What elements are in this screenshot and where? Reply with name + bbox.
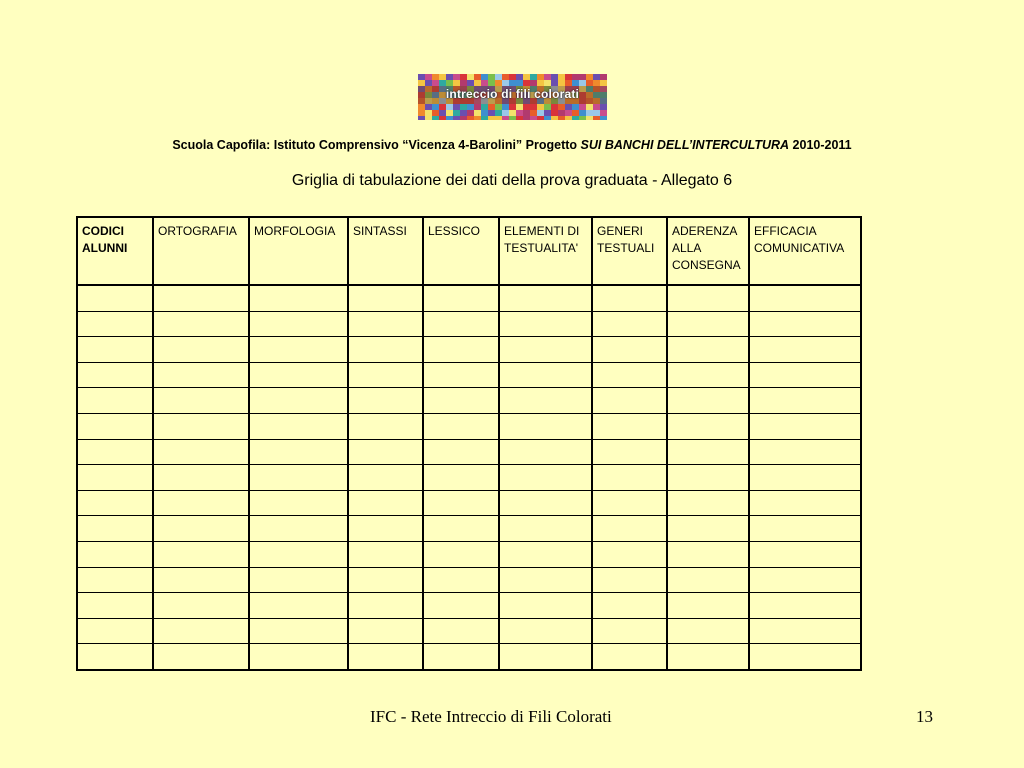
table-cell[interactable] [153, 439, 249, 465]
table-cell[interactable] [592, 311, 667, 337]
table-cell[interactable] [348, 285, 423, 311]
table-cell[interactable] [348, 516, 423, 542]
table-cell[interactable] [348, 388, 423, 414]
table-cell[interactable] [592, 337, 667, 363]
table-cell[interactable] [499, 593, 592, 619]
table-cell[interactable] [667, 439, 749, 465]
table-cell[interactable] [749, 337, 861, 363]
header-elementi-testualita: ELEMENTI DI TESTUALITA' [499, 217, 592, 285]
table-cell[interactable] [249, 311, 348, 337]
subtitle-year: 2010-2011 [789, 138, 852, 152]
table-cell[interactable] [77, 541, 153, 567]
table-cell[interactable] [77, 516, 153, 542]
table-cell[interactable] [348, 362, 423, 388]
table-cell[interactable] [749, 413, 861, 439]
table-cell[interactable] [592, 516, 667, 542]
table-cell[interactable] [667, 311, 749, 337]
table-row [77, 490, 861, 516]
table-cell[interactable] [348, 618, 423, 644]
table-cell[interactable] [249, 644, 348, 670]
table-cell[interactable] [499, 567, 592, 593]
table-cell[interactable] [667, 490, 749, 516]
table-cell[interactable] [423, 644, 499, 670]
table-cell[interactable] [749, 439, 861, 465]
table-row [77, 644, 861, 670]
table-cell[interactable] [423, 337, 499, 363]
table-cell[interactable] [77, 311, 153, 337]
table-cell[interactable] [423, 516, 499, 542]
table-cell[interactable] [499, 516, 592, 542]
table-cell[interactable] [153, 388, 249, 414]
table-cell[interactable] [249, 337, 348, 363]
table-cell[interactable] [667, 618, 749, 644]
table-cell[interactable] [348, 490, 423, 516]
table-cell[interactable] [153, 644, 249, 670]
table-cell[interactable] [77, 593, 153, 619]
table-cell[interactable] [592, 465, 667, 491]
table-row [77, 567, 861, 593]
page-title: Griglia di tabulazione dei dati della prova graduata - Allegato 6 [291, 172, 733, 189]
table-cell[interactable] [153, 465, 249, 491]
table-cell[interactable] [249, 618, 348, 644]
table-cell[interactable] [77, 413, 153, 439]
table-cell[interactable] [749, 490, 861, 516]
table-cell[interactable] [592, 593, 667, 619]
table-cell[interactable] [249, 541, 348, 567]
table-cell[interactable] [749, 311, 861, 337]
table-cell[interactable] [153, 618, 249, 644]
table-cell[interactable] [423, 362, 499, 388]
table-cell[interactable] [499, 490, 592, 516]
table-cell[interactable] [749, 541, 861, 567]
table-cell[interactable] [249, 362, 348, 388]
table-cell[interactable] [749, 593, 861, 619]
table-row [77, 388, 861, 414]
table-cell[interactable] [592, 618, 667, 644]
table-cell[interactable] [749, 465, 861, 491]
table-row [77, 413, 861, 439]
table-cell[interactable] [249, 465, 348, 491]
table-cell[interactable] [749, 516, 861, 542]
table-row [77, 337, 861, 363]
table-cell[interactable] [423, 311, 499, 337]
table-cell[interactable] [153, 567, 249, 593]
table-cell[interactable] [249, 413, 348, 439]
table-cell[interactable] [667, 337, 749, 363]
table-cell[interactable] [348, 337, 423, 363]
table-cell[interactable] [592, 567, 667, 593]
table-cell[interactable] [667, 465, 749, 491]
table-cell[interactable] [348, 593, 423, 619]
table-cell[interactable] [249, 593, 348, 619]
table-cell[interactable] [249, 516, 348, 542]
table-row [77, 541, 861, 567]
table-cell[interactable] [249, 490, 348, 516]
table-cell[interactable] [423, 388, 499, 414]
table-cell[interactable] [667, 541, 749, 567]
table-cell[interactable] [592, 362, 667, 388]
table-cell[interactable] [77, 439, 153, 465]
table-cell[interactable] [592, 285, 667, 311]
table-row [77, 311, 861, 337]
data-table [76, 216, 862, 671]
table-cell[interactable] [499, 439, 592, 465]
table-cell[interactable] [348, 465, 423, 491]
table-cell[interactable] [153, 593, 249, 619]
table-cell[interactable] [348, 413, 423, 439]
table-cell[interactable] [153, 311, 249, 337]
table-cell[interactable] [667, 567, 749, 593]
table-row [77, 439, 861, 465]
logo-text: intreccio di fili colorati [445, 87, 580, 101]
table-cell[interactable] [749, 567, 861, 593]
table-cell[interactable] [249, 439, 348, 465]
table-cell[interactable] [423, 465, 499, 491]
table-row [77, 362, 861, 388]
table-cell[interactable] [499, 337, 592, 363]
table-cell[interactable] [77, 465, 153, 491]
table-cell[interactable] [153, 541, 249, 567]
table-cell[interactable] [423, 285, 499, 311]
table-cell[interactable] [153, 490, 249, 516]
table-cell[interactable] [667, 593, 749, 619]
table-row [77, 618, 861, 644]
table-cell[interactable] [592, 490, 667, 516]
table-body [77, 285, 861, 670]
page-number: 13 [916, 707, 933, 726]
subtitle [0, 138, 1024, 152]
table-cell[interactable] [667, 516, 749, 542]
table-cell[interactable] [749, 388, 861, 414]
table-cell[interactable] [499, 618, 592, 644]
table-cell[interactable] [499, 388, 592, 414]
table-cell[interactable] [77, 337, 153, 363]
table-cell[interactable] [423, 541, 499, 567]
table-cell[interactable] [77, 490, 153, 516]
logo [418, 74, 607, 120]
table-cell[interactable] [153, 362, 249, 388]
table-cell[interactable] [77, 285, 153, 311]
header-sintassi: SINTASSI [348, 217, 423, 285]
header-lessico: LESSICO [423, 217, 499, 285]
table-cell[interactable] [423, 413, 499, 439]
table-cell[interactable] [749, 285, 861, 311]
table-cell[interactable] [153, 285, 249, 311]
table-cell[interactable] [77, 644, 153, 670]
table-cell[interactable] [499, 541, 592, 567]
table-cell[interactable] [348, 567, 423, 593]
table-cell[interactable] [153, 337, 249, 363]
table-cell[interactable] [592, 388, 667, 414]
table-cell[interactable] [423, 593, 499, 619]
table-cell[interactable] [423, 567, 499, 593]
table-cell[interactable] [499, 413, 592, 439]
table-cell[interactable] [153, 413, 249, 439]
table-row [77, 593, 861, 619]
table-cell[interactable] [667, 644, 749, 670]
table-row [77, 285, 861, 311]
table-cell[interactable] [667, 362, 749, 388]
subtitle-school: Scuola Capofila: Istituto Comprensivo “Vicenza 4-Barolini” Progetto [172, 138, 581, 152]
table-cell[interactable] [749, 362, 861, 388]
table-cell[interactable] [423, 490, 499, 516]
table-cell[interactable] [592, 644, 667, 670]
table-cell[interactable] [77, 388, 153, 414]
header-ortografia: ORTOGRAFIA [153, 217, 249, 285]
header-efficacia-comunicativa: EFFICACIA COMUNICATIVA [749, 217, 861, 285]
table-cell[interactable] [348, 311, 423, 337]
header-morfologia: MORFOLOGIA [249, 217, 348, 285]
table-cell[interactable] [749, 644, 861, 670]
table-cell[interactable] [499, 362, 592, 388]
header-codici-alunni: CODICI ALUNNI [77, 217, 153, 285]
table-cell[interactable] [153, 516, 249, 542]
table-cell[interactable] [423, 618, 499, 644]
table-cell[interactable] [592, 541, 667, 567]
table-cell[interactable] [499, 465, 592, 491]
table-cell[interactable] [348, 541, 423, 567]
table-cell[interactable] [77, 567, 153, 593]
table-cell[interactable] [77, 618, 153, 644]
table-cell[interactable] [249, 567, 348, 593]
table-cell[interactable] [499, 644, 592, 670]
table-cell[interactable] [499, 285, 592, 311]
table-cell[interactable] [249, 388, 348, 414]
table-cell[interactable] [667, 413, 749, 439]
table-cell[interactable] [667, 285, 749, 311]
table-cell[interactable] [77, 362, 153, 388]
table-cell[interactable] [348, 439, 423, 465]
footer-text: IFC - Rete Intreccio di Fili Colorati [370, 707, 612, 726]
subtitle-project-name: SUI BANCHI DELL’INTERCULTURA [580, 138, 790, 152]
table-row [77, 516, 861, 542]
table-cell[interactable] [499, 311, 592, 337]
table-cell[interactable] [249, 285, 348, 311]
header-aderenza-consegna: ADERENZA ALLA CONSEGNA [667, 217, 749, 285]
table-cell[interactable] [667, 388, 749, 414]
table-header-row [77, 217, 861, 285]
table-cell[interactable] [749, 618, 861, 644]
table-row [77, 465, 861, 491]
table-cell[interactable] [592, 413, 667, 439]
table-cell[interactable] [423, 439, 499, 465]
table-cell[interactable] [592, 439, 667, 465]
table-cell[interactable] [348, 644, 423, 670]
header-generi-testuali: GENERI TESTUALI [592, 217, 667, 285]
